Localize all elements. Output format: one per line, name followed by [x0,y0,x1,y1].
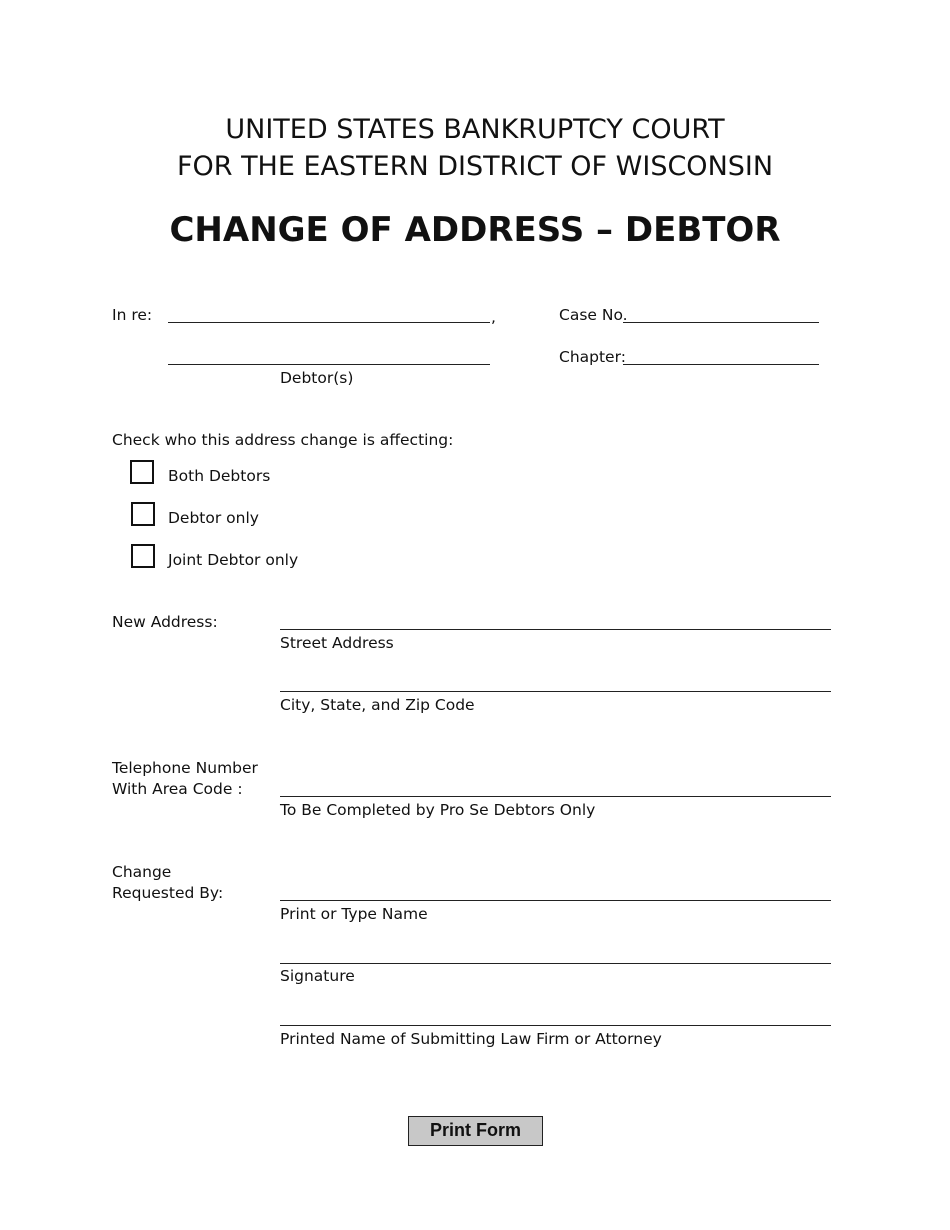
case-no-label: Case No. [559,306,628,324]
law-firm-field[interactable] [280,1025,831,1026]
debtor-only-label: Debtor only [168,509,259,527]
requested-label-line2: Requested By: [112,884,224,902]
debtors-label: Debtor(s) [280,369,354,387]
signature-field[interactable] [280,963,831,964]
street-address-field[interactable] [280,629,831,630]
both-debtors-option[interactable] [130,460,154,484]
checkbox-debtor-only[interactable] [131,502,155,526]
print-name-caption: Print or Type Name [280,905,428,923]
court-name-line1: UNITED STATES BANKRUPTCY COURT [225,114,725,145]
print-form-button[interactable]: Print Form [408,1116,543,1146]
signature-caption: Signature [280,967,355,985]
comma-mark: , [491,308,496,326]
telephone-label-line2: With Area Code : [112,780,243,798]
telephone-label-line1: Telephone Number [112,759,258,777]
in-re-label: In re: [112,306,153,324]
joint-debtor-only-option[interactable] [131,544,155,568]
telephone-field[interactable] [280,796,831,797]
new-address-label: New Address: [112,613,218,631]
city-state-zip-field[interactable] [280,691,831,692]
case-no-field[interactable] [623,322,819,323]
telephone-caption: To Be Completed by Pro Se Debtors Only [280,801,596,819]
joint-debtor-only-label: Joint Debtor only [168,551,299,569]
city-state-zip-caption: City, State, and Zip Code [280,696,475,714]
checkbox-joint-debtor-only[interactable] [131,544,155,568]
debtor-name-line-1[interactable] [168,322,490,323]
law-firm-caption: Printed Name of Submitting Law Firm or Attorney [280,1030,662,1048]
affecting-prompt: Check who this address change is affecting: [112,431,454,449]
both-debtors-label: Both Debtors [168,467,271,485]
checkbox-both-debtors[interactable] [130,460,154,484]
form-title: CHANGE OF ADDRESS – DEBTOR [169,210,781,250]
print-name-field[interactable] [280,900,831,901]
street-address-caption: Street Address [280,634,394,652]
debtor-name-line-2[interactable] [168,364,490,365]
requested-label-line1: Change [112,863,172,881]
court-name-line2: FOR THE EASTERN DISTRICT OF WISCONSIN [176,151,774,182]
chapter-field[interactable] [623,364,819,365]
debtor-only-option[interactable] [131,502,155,526]
chapter-label: Chapter: [559,348,626,366]
